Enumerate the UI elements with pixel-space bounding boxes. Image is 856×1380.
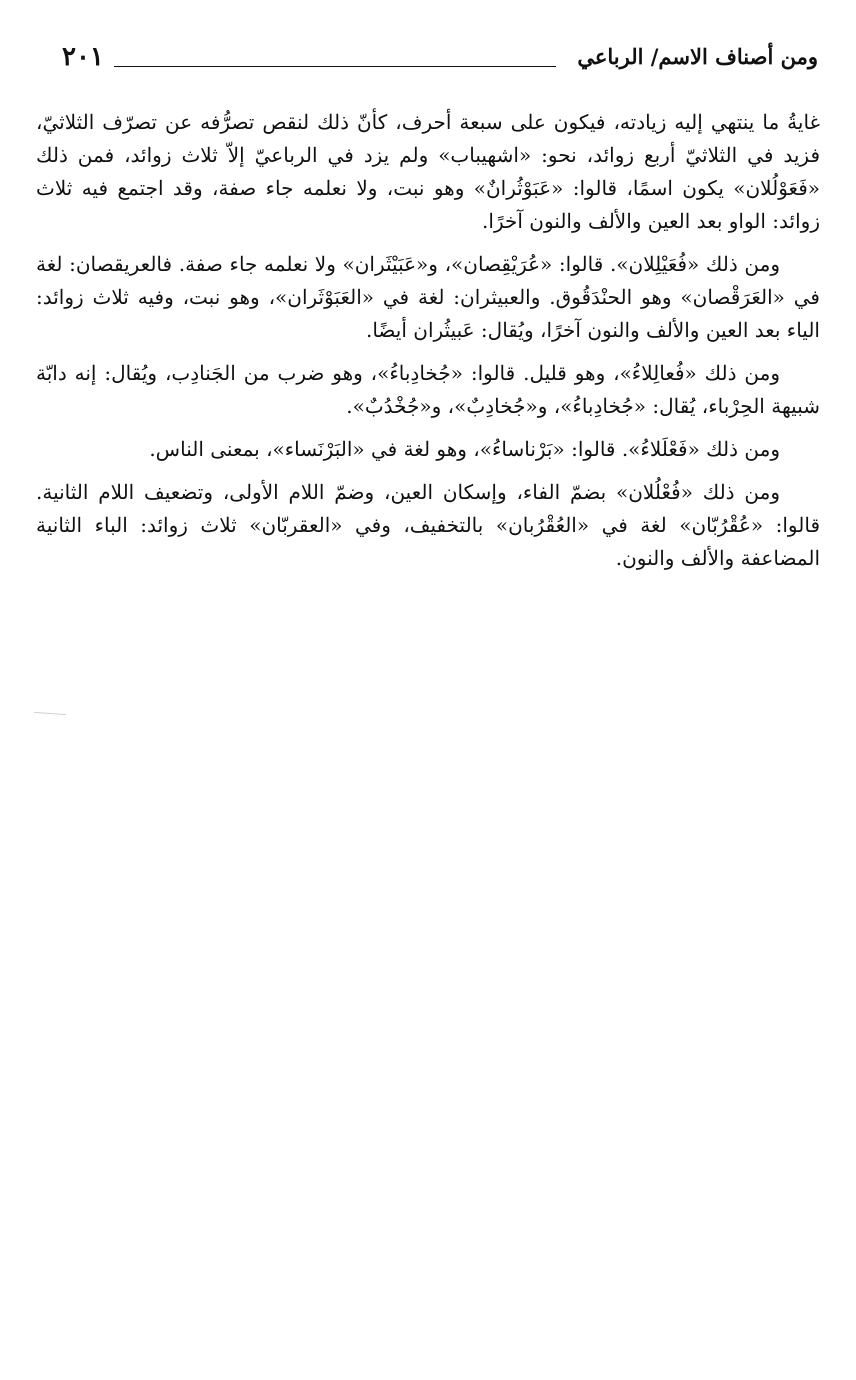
main-text bbox=[36, 106, 820, 585]
paragraph: ومن ذلك «فَعْلَلاءُ». قالوا: «بَرْناساءُ»، وهو لغة في «البَرْنَساء»، بمعنى الناس. bbox=[149, 437, 780, 461]
running-title: ومن أصناف الاسم/ الرباعي bbox=[577, 44, 818, 69]
running-header bbox=[62, 44, 818, 84]
header-rule bbox=[114, 66, 556, 67]
page-number: ٢٠١ bbox=[62, 42, 104, 72]
paragraph: ومن ذلك «فُعالِلاءُ»، وهو قليل. قالوا: «جُخادِباءُ»، وهو ضرب من الجَنادِب، ويُقال: إنه دابّة شبيهة الحِرْباء، يُقال: «جُخادِباءُ»، و«جُخادِبٌ»، و«جُخْدُبٌ». bbox=[36, 361, 820, 418]
scan-artifact-mark bbox=[34, 712, 66, 715]
paragraph: ومن ذلك «فُعْلُلان» بضمّ الفاء، وإسكان العين، وضمّ اللام الأولى، وتضعيف اللام الثانية. قالوا: «عُقْرُبّان» لغة في «العُقْرُبان» بالتخفيف، وفي «العقربّان» ثلاث زوائد: الباء الثانية المضاعفة والألف والنون. bbox=[36, 480, 820, 570]
paragraph: غايةُ ما ينتهي إليه زيادته، فيكون على سبعة أحرف، كأنّ ذلك لنقص تصرُّفه عن تصرّف الثلاثيّ، فزيد في الثلاثيّ أربع زوائد، نحو: «اشهيباب» ولم يزد في الرباعيّ إلاّ ثلاث زوائد، فمن ذلك «فَعَوْلُلان» يكون اسمًا، قالوا: «عَبَوْثُرانٌ» وهو نبت، ولا نعلمه جاء صفة، وقد اجتمع فيه ثلاث زوائد: الواو بعد العين والألف والنون آخرًا. bbox=[36, 110, 820, 233]
paragraph: ومن ذلك «فُعَيْلِلان». قالوا: «عُرَيْقِصان»، و«عَبَيْثَران» ولا نعلمه جاء صفة. فالعريقصان: لغة في «العَرَقْصان» وهو الحنْدَقُوق. والعبيثران: لغة في «العَبَوْثَران»، وهو نبت، وفيه ثلاث زوائد: الياء بعد العين والألف والنون آخرًا، ويُقال: عَبيثُران أيضًا. bbox=[36, 252, 820, 342]
